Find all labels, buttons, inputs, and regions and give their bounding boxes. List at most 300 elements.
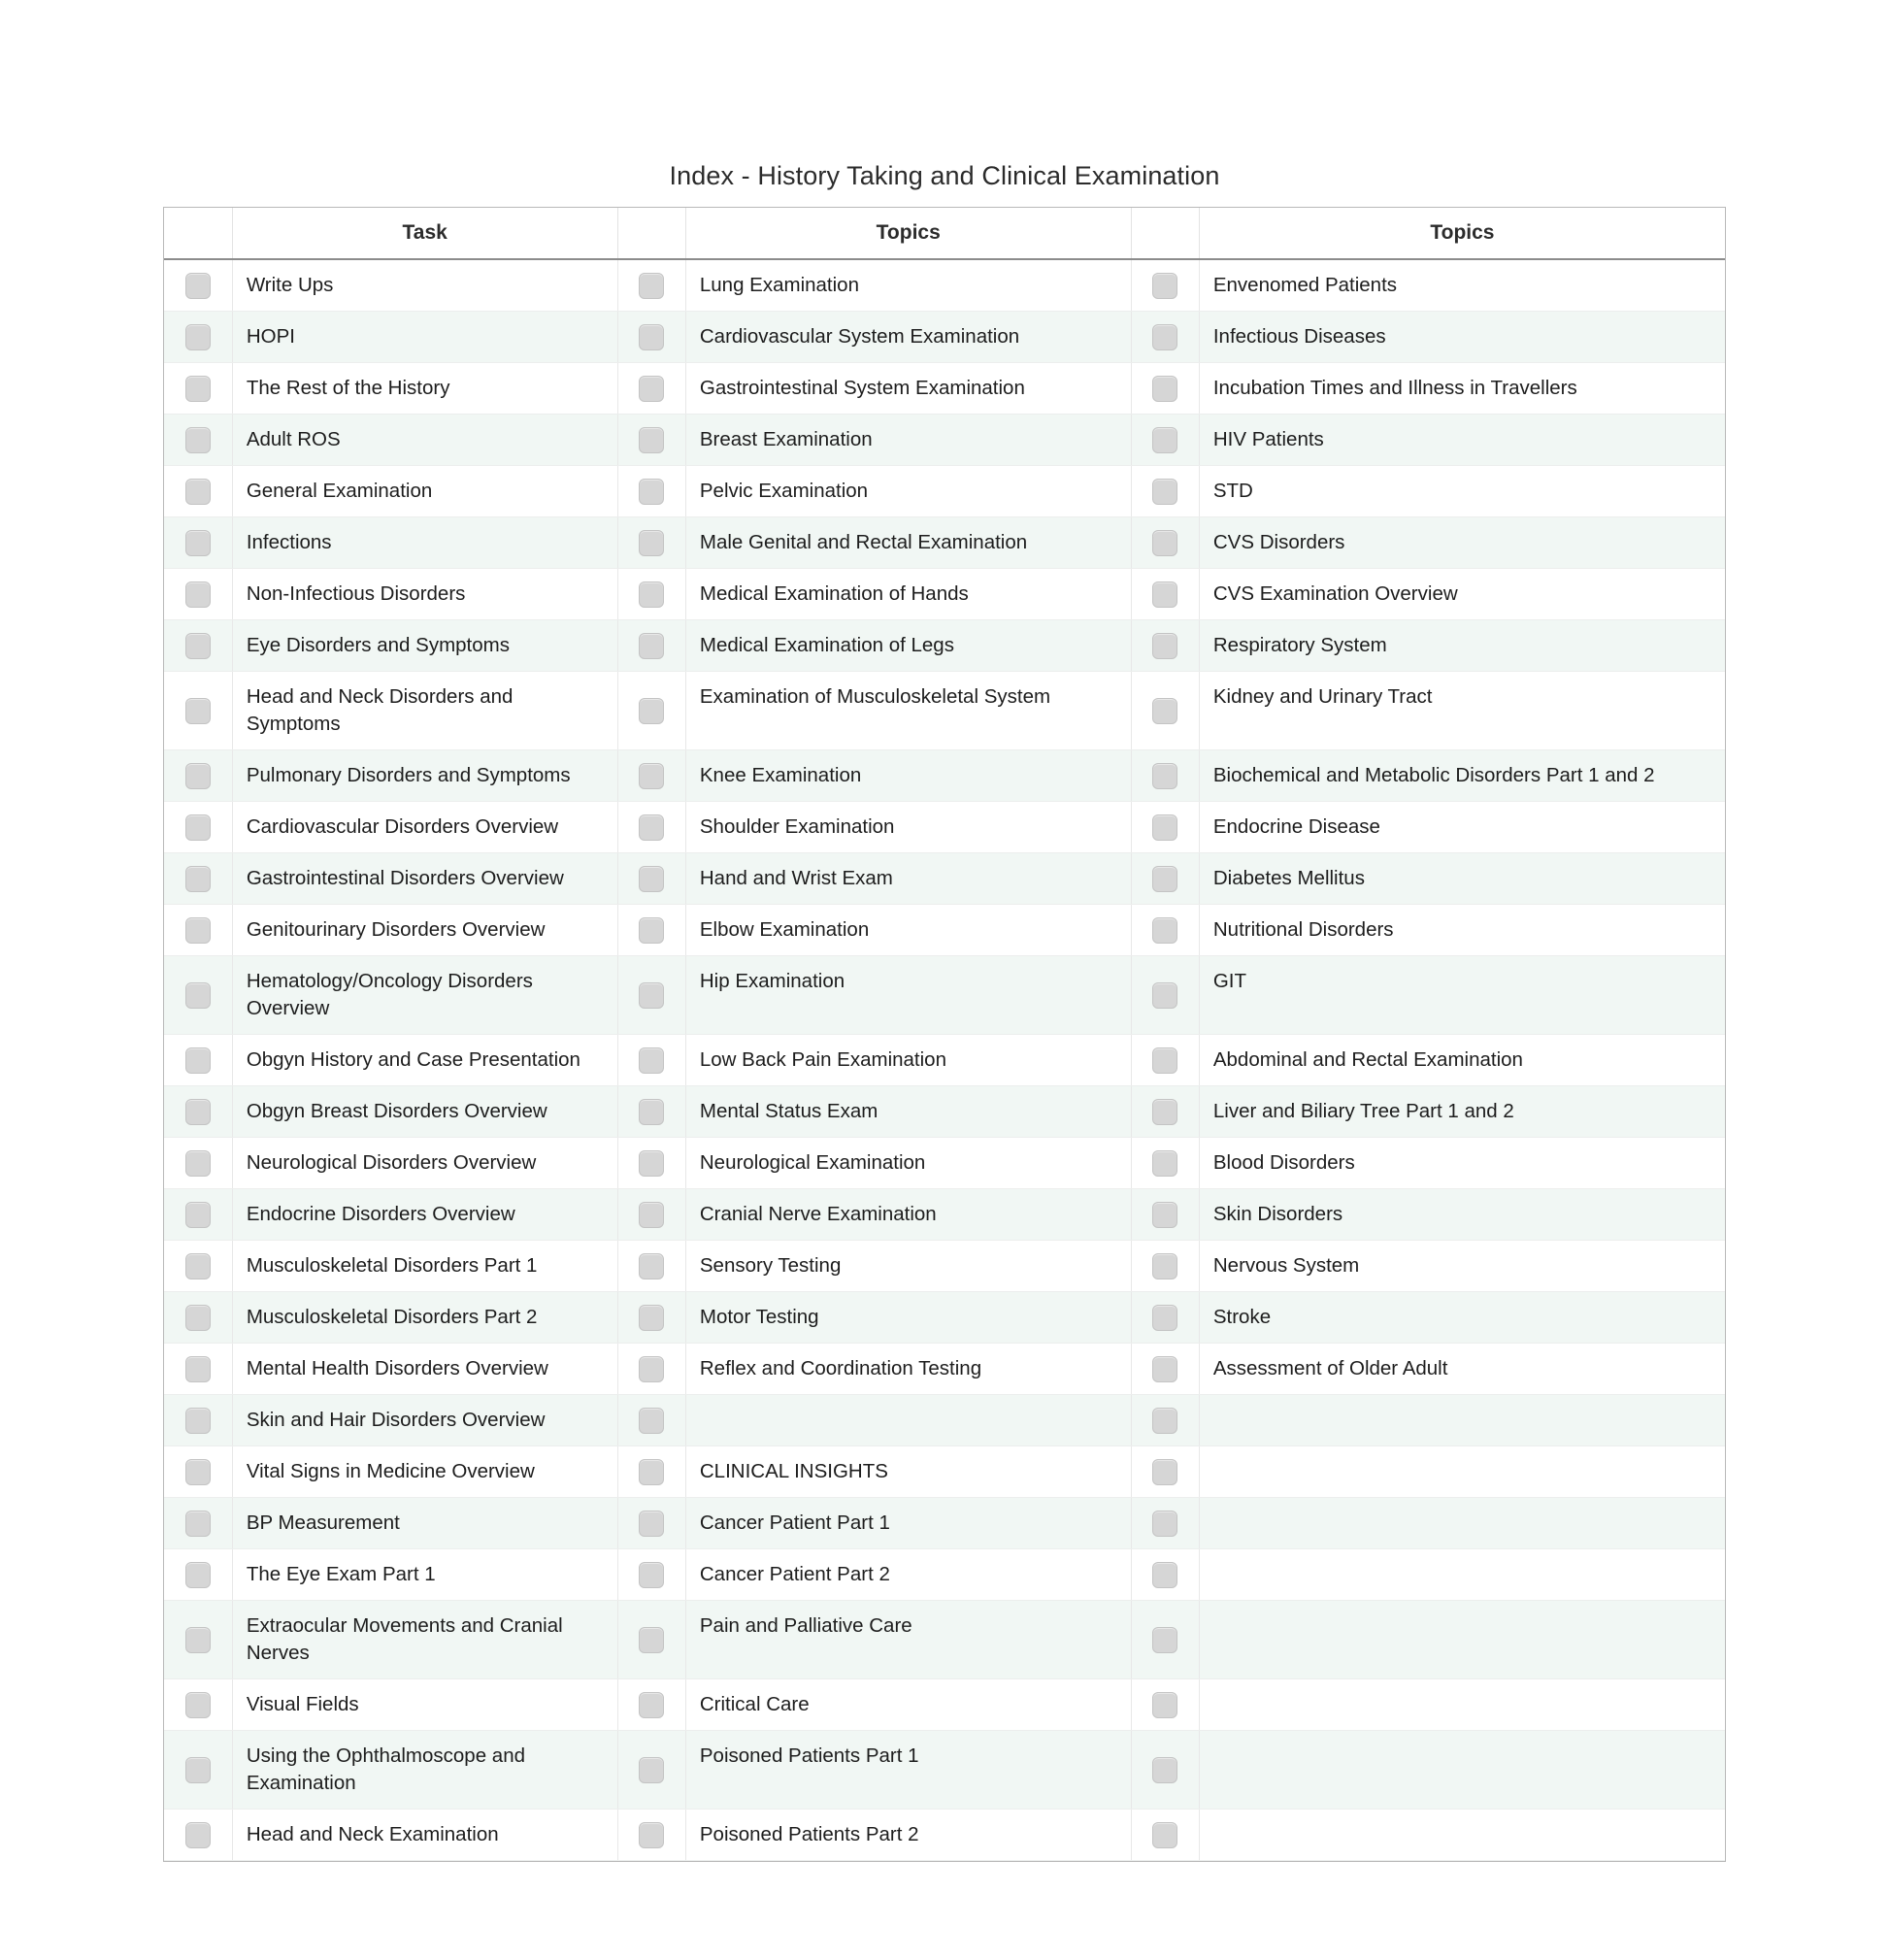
table-row — [164, 569, 1725, 620]
row-checkbox-topics-1-cell[interactable] — [617, 1731, 685, 1810]
checkbox-icon[interactable] — [639, 324, 664, 350]
row-checkbox-task-cell[interactable] — [164, 1446, 232, 1498]
cell-topics-1-label: Motor Testing — [699, 1306, 819, 1328]
checkbox-icon[interactable] — [639, 1459, 664, 1485]
checkbox-icon[interactable] — [185, 1627, 211, 1653]
row-checkbox-task-cell[interactable] — [164, 363, 232, 415]
checkbox-icon[interactable] — [1152, 1459, 1177, 1485]
cell-task-label: Extraocular Movements and Cranial Nerves — [246, 1614, 563, 1664]
checkbox-icon[interactable] — [1152, 427, 1177, 453]
checkbox-icon[interactable] — [185, 1150, 211, 1177]
cell-task-label: Vital Signs in Medicine Overview — [246, 1460, 535, 1482]
row-checkbox-task-cell[interactable] — [164, 1601, 232, 1679]
row-checkbox-topics-2-cell[interactable] — [1131, 1292, 1199, 1344]
row-checkbox-topics-1-cell[interactable] — [617, 853, 685, 905]
cell-task-label: The Eye Exam Part 1 — [246, 1563, 436, 1585]
checkbox-icon[interactable] — [639, 1511, 664, 1537]
cell-topics-1-label: Cancer Patient Part 2 — [699, 1563, 890, 1585]
table-row — [164, 1679, 1725, 1731]
row-checkbox-topics-1-cell[interactable] — [617, 1446, 685, 1498]
checkbox-icon[interactable] — [639, 917, 664, 944]
checkbox-icon[interactable] — [185, 1047, 211, 1074]
cell-topics-1 — [685, 415, 1131, 466]
row-checkbox-topics-1-cell[interactable] — [617, 415, 685, 466]
table-row — [164, 517, 1725, 569]
row-checkbox-topics-2-cell[interactable] — [1131, 750, 1199, 802]
table-row — [164, 1549, 1725, 1601]
row-checkbox-task-cell[interactable] — [164, 1549, 232, 1601]
table-header — [164, 208, 1725, 259]
checkbox-icon[interactable] — [185, 633, 211, 659]
row-checkbox-task-cell[interactable] — [164, 415, 232, 466]
row-checkbox-topics-2-cell[interactable] — [1131, 1241, 1199, 1292]
cell-topics-2 — [1199, 853, 1725, 905]
cell-topics-2-label: Nervous System — [1212, 1254, 1360, 1277]
checkbox-icon[interactable] — [639, 1150, 664, 1177]
checkbox-icon[interactable] — [639, 763, 664, 789]
row-checkbox-task-cell[interactable] — [164, 1810, 232, 1861]
row-checkbox-topics-1-cell[interactable] — [617, 1679, 685, 1731]
cell-task-label: Head and Neck Examination — [246, 1823, 499, 1845]
cell-topics-2 — [1199, 905, 1725, 956]
row-checkbox-topics-1-cell[interactable] — [617, 956, 685, 1035]
checkbox-icon[interactable] — [1152, 1692, 1177, 1718]
cell-task-label: Visual Fields — [246, 1693, 359, 1715]
row-checkbox-task-cell[interactable] — [164, 1035, 232, 1086]
table-row — [164, 312, 1725, 363]
row-checkbox-topics-1-cell[interactable] — [617, 802, 685, 853]
cell-topics-2 — [1199, 672, 1725, 750]
cell-topics-2-label: Liver and Biliary Tree Part 1 and 2 — [1212, 1100, 1514, 1122]
checkbox-icon[interactable] — [1152, 698, 1177, 724]
cell-topics-2 — [1199, 1086, 1725, 1138]
header-checkbox-topics-1 — [617, 208, 685, 259]
row-checkbox-topics-2-cell[interactable] — [1131, 1189, 1199, 1241]
checkbox-icon[interactable] — [639, 1757, 664, 1783]
table-row — [164, 750, 1725, 802]
cell-topics-2-label: Kidney and Urinary Tract — [1212, 685, 1433, 708]
checkbox-icon[interactable] — [1152, 917, 1177, 944]
row-checkbox-topics-1-cell[interactable] — [617, 1035, 685, 1086]
checkbox-icon[interactable] — [1152, 866, 1177, 892]
checkbox-icon[interactable] — [639, 982, 664, 1009]
cell-topics-1-label: Breast Examination — [699, 428, 873, 450]
checkbox-icon[interactable] — [1152, 479, 1177, 505]
cell-task-label: Head and Neck Disorders and Symptoms — [246, 685, 514, 735]
checkbox-icon[interactable] — [639, 427, 664, 453]
row-checkbox-topics-2-cell[interactable] — [1131, 1446, 1199, 1498]
table-row — [164, 1498, 1725, 1549]
row-checkbox-topics-2-cell[interactable] — [1131, 1395, 1199, 1446]
row-checkbox-task-cell[interactable] — [164, 750, 232, 802]
row-checkbox-task-cell[interactable] — [164, 466, 232, 517]
checkbox-icon[interactable] — [185, 982, 211, 1009]
cell-task-label: Gastrointestinal Disorders Overview — [246, 867, 564, 889]
row-checkbox-topics-1-cell[interactable] — [617, 1241, 685, 1292]
cell-task — [232, 1138, 617, 1189]
row-checkbox-topics-1-cell[interactable] — [617, 750, 685, 802]
cell-topics-2 — [1199, 802, 1725, 853]
checkbox-icon[interactable] — [1152, 982, 1177, 1009]
row-checkbox-topics-1-cell[interactable] — [617, 1344, 685, 1395]
row-checkbox-topics-1-cell[interactable] — [617, 363, 685, 415]
cell-task — [232, 1601, 617, 1679]
row-checkbox-topics-2-cell[interactable] — [1131, 1138, 1199, 1189]
table-body — [164, 259, 1725, 1861]
checkbox-icon[interactable] — [185, 479, 211, 505]
checkbox-icon[interactable] — [1152, 530, 1177, 556]
row-checkbox-topics-1-cell[interactable] — [617, 517, 685, 569]
cell-topics-1 — [685, 1601, 1131, 1679]
cell-topics-1 — [685, 1731, 1131, 1810]
cell-task — [232, 259, 617, 312]
checkbox-icon[interactable] — [185, 273, 211, 299]
checkbox-icon[interactable] — [185, 1202, 211, 1228]
cell-task-label: HOPI — [246, 325, 295, 348]
row-checkbox-topics-2-cell[interactable] — [1131, 620, 1199, 672]
cell-topics-2 — [1199, 1189, 1725, 1241]
checkbox-icon[interactable] — [185, 1408, 211, 1434]
cell-topics-2 — [1199, 1679, 1725, 1731]
checkbox-icon[interactable] — [639, 866, 664, 892]
cell-topics-1-label: Pain and Palliative Care — [699, 1614, 912, 1637]
row-checkbox-task-cell[interactable] — [164, 905, 232, 956]
checkbox-icon[interactable] — [639, 1305, 664, 1331]
row-checkbox-topics-1-cell[interactable] — [617, 620, 685, 672]
cell-topics-1 — [685, 620, 1131, 672]
checkbox-icon[interactable] — [185, 581, 211, 608]
row-checkbox-task-cell[interactable] — [164, 1241, 232, 1292]
cell-topics-2 — [1199, 956, 1725, 1035]
cell-topics-2-label: Blood Disorders — [1212, 1151, 1355, 1174]
cell-task — [232, 956, 617, 1035]
checkbox-icon[interactable] — [185, 530, 211, 556]
cell-topics-2-label: Envenomed Patients — [1212, 274, 1398, 296]
row-checkbox-topics-1-cell[interactable] — [617, 312, 685, 363]
row-checkbox-task-cell[interactable] — [164, 1498, 232, 1549]
table-row — [164, 1189, 1725, 1241]
cell-topics-2-label: CVS Disorders — [1212, 531, 1345, 553]
row-checkbox-topics-2-cell[interactable] — [1131, 363, 1199, 415]
row-checkbox-topics-1-cell[interactable] — [617, 905, 685, 956]
checkbox-icon[interactable] — [639, 1822, 664, 1848]
row-checkbox-topics-2-cell[interactable] — [1131, 802, 1199, 853]
cell-topics-1 — [685, 1810, 1131, 1861]
checkbox-icon[interactable] — [185, 1253, 211, 1279]
row-checkbox-topics-2-cell[interactable] — [1131, 1498, 1199, 1549]
checkbox-icon[interactable] — [639, 1047, 664, 1074]
row-checkbox-topics-2-cell[interactable] — [1131, 517, 1199, 569]
row-checkbox-topics-2-cell[interactable] — [1131, 569, 1199, 620]
checkbox-icon[interactable] — [185, 1692, 211, 1718]
table-row — [164, 259, 1725, 312]
row-checkbox-task-cell[interactable] — [164, 259, 232, 312]
checkbox-icon[interactable] — [1152, 1627, 1177, 1653]
row-checkbox-topics-2-cell[interactable] — [1131, 1344, 1199, 1395]
checkbox-icon[interactable] — [1152, 1150, 1177, 1177]
checkbox-icon[interactable] — [639, 1099, 664, 1125]
cell-topics-1-label: Medical Examination of Hands — [699, 582, 969, 605]
row-checkbox-topics-1-cell[interactable] — [617, 672, 685, 750]
cell-task-label: General Examination — [246, 480, 433, 502]
cell-task — [232, 1292, 617, 1344]
row-checkbox-topics-1-cell[interactable] — [617, 1138, 685, 1189]
cell-topics-1 — [685, 1498, 1131, 1549]
row-checkbox-task-cell[interactable] — [164, 517, 232, 569]
cell-topics-1 — [685, 1549, 1131, 1601]
cell-topics-2-label: STD — [1212, 480, 1253, 502]
table-row — [164, 1241, 1725, 1292]
checkbox-icon[interactable] — [185, 698, 211, 724]
checkbox-icon[interactable] — [185, 324, 211, 350]
cell-task — [232, 363, 617, 415]
cell-topics-2 — [1199, 1810, 1725, 1861]
row-checkbox-task-cell[interactable] — [164, 569, 232, 620]
row-checkbox-topics-2-cell[interactable] — [1131, 1679, 1199, 1731]
cell-topics-2 — [1199, 620, 1725, 672]
checkbox-icon[interactable] — [185, 1757, 211, 1783]
checkbox-icon[interactable] — [185, 1511, 211, 1537]
table-row — [164, 1810, 1725, 1861]
checkbox-icon[interactable] — [639, 698, 664, 724]
row-checkbox-topics-2-cell[interactable] — [1131, 1035, 1199, 1086]
row-checkbox-topics-2-cell[interactable] — [1131, 259, 1199, 312]
checkbox-icon[interactable] — [639, 1202, 664, 1228]
header-row — [164, 208, 1725, 259]
checkbox-icon[interactable] — [639, 814, 664, 841]
checkbox-icon[interactable] — [185, 1562, 211, 1588]
row-checkbox-topics-1-cell[interactable] — [617, 1498, 685, 1549]
cell-topics-1-label: Cancer Patient Part 1 — [699, 1512, 890, 1534]
table-row — [164, 363, 1725, 415]
cell-topics-2-label: HIV Patients — [1212, 428, 1324, 450]
cell-topics-2 — [1199, 1446, 1725, 1498]
checkbox-icon[interactable] — [639, 1253, 664, 1279]
cell-topics-1 — [685, 956, 1131, 1035]
checkbox-icon[interactable] — [1152, 273, 1177, 299]
cell-task — [232, 1731, 617, 1810]
checkbox-icon[interactable] — [1152, 1099, 1177, 1125]
row-checkbox-topics-1-cell[interactable] — [617, 1395, 685, 1446]
cell-topics-1 — [685, 1679, 1131, 1731]
cell-topics-2-label: Respiratory System — [1212, 634, 1387, 656]
row-checkbox-topics-2-cell[interactable] — [1131, 1810, 1199, 1861]
cell-task-label: Obgyn Breast Disorders Overview — [246, 1100, 547, 1122]
checkbox-icon[interactable] — [639, 1692, 664, 1718]
cell-topics-2-label: Skin Disorders — [1212, 1203, 1343, 1225]
cell-topics-2 — [1199, 1344, 1725, 1395]
cell-topics-1-label: Male Genital and Rectal Examination — [699, 531, 1028, 553]
row-checkbox-topics-1-cell[interactable] — [617, 1549, 685, 1601]
row-checkbox-task-cell[interactable] — [164, 1189, 232, 1241]
cell-topics-2 — [1199, 1138, 1725, 1189]
cell-topics-1 — [685, 466, 1131, 517]
row-checkbox-topics-2-cell[interactable] — [1131, 1549, 1199, 1601]
cell-task — [232, 905, 617, 956]
checkbox-icon[interactable] — [185, 917, 211, 944]
table-row — [164, 1731, 1725, 1810]
cell-topics-1 — [685, 1446, 1131, 1498]
checkbox-icon[interactable] — [1152, 581, 1177, 608]
checkbox-icon[interactable] — [185, 1822, 211, 1848]
row-checkbox-task-cell[interactable] — [164, 956, 232, 1035]
row-checkbox-topics-1-cell[interactable] — [617, 1601, 685, 1679]
row-checkbox-topics-2-cell[interactable] — [1131, 1731, 1199, 1810]
checkbox-icon[interactable] — [1152, 814, 1177, 841]
checkbox-icon[interactable] — [185, 866, 211, 892]
table-row — [164, 672, 1725, 750]
cell-topics-1 — [685, 853, 1131, 905]
cell-topics-1 — [685, 905, 1131, 956]
checkbox-icon[interactable] — [1152, 324, 1177, 350]
cell-topics-1 — [685, 750, 1131, 802]
row-checkbox-task-cell[interactable] — [164, 1292, 232, 1344]
checkbox-icon[interactable] — [1152, 1047, 1177, 1074]
cell-task-label: Adult ROS — [246, 428, 341, 450]
row-checkbox-task-cell[interactable] — [164, 1395, 232, 1446]
row-checkbox-topics-2-cell[interactable] — [1131, 1086, 1199, 1138]
cell-topics-1 — [685, 569, 1131, 620]
row-checkbox-task-cell[interactable] — [164, 1344, 232, 1395]
cell-topics-2 — [1199, 1601, 1725, 1679]
row-checkbox-topics-1-cell[interactable] — [617, 1086, 685, 1138]
checkbox-icon[interactable] — [185, 376, 211, 402]
row-checkbox-topics-2-cell[interactable] — [1131, 1601, 1199, 1679]
cell-topics-2-label: Nutritional Disorders — [1212, 918, 1394, 941]
checkbox-icon[interactable] — [185, 1459, 211, 1485]
checkbox-icon[interactable] — [639, 479, 664, 505]
row-checkbox-task-cell[interactable] — [164, 620, 232, 672]
index-table — [164, 208, 1725, 1861]
row-checkbox-topics-1-cell[interactable] — [617, 1189, 685, 1241]
checkbox-icon[interactable] — [639, 633, 664, 659]
checkbox-icon[interactable] — [1152, 1305, 1177, 1331]
cell-topics-2-label: Incubation Times and Illness in Travellers — [1212, 377, 1577, 399]
checkbox-icon[interactable] — [639, 1408, 664, 1434]
cell-topics-1 — [685, 259, 1131, 312]
cell-topics-1-label: Mental Status Exam — [699, 1100, 878, 1122]
cell-topics-1-label: Neurological Examination — [699, 1151, 926, 1174]
cell-topics-1-label: Elbow Examination — [699, 918, 870, 941]
checkbox-icon[interactable] — [1152, 1757, 1177, 1783]
checkbox-icon[interactable] — [1152, 1253, 1177, 1279]
cell-topics-1 — [685, 1344, 1131, 1395]
checkbox-icon[interactable] — [185, 763, 211, 789]
header-topics-2: Topics — [1199, 208, 1725, 259]
checkbox-icon[interactable] — [639, 376, 664, 402]
row-checkbox-topics-2-cell[interactable] — [1131, 672, 1199, 750]
row-checkbox-task-cell[interactable] — [164, 1679, 232, 1731]
checkbox-icon[interactable] — [639, 273, 664, 299]
table-row — [164, 1601, 1725, 1679]
checkbox-icon[interactable] — [1152, 1356, 1177, 1382]
cell-task-label: The Rest of the History — [246, 377, 450, 399]
cell-task — [232, 569, 617, 620]
cell-topics-1-label: Pelvic Examination — [699, 480, 869, 502]
cell-task-label: Hematology/Oncology Disorders Overview — [246, 970, 533, 1019]
cell-topics-1-label: CLINICAL INSIGHTS — [699, 1460, 888, 1482]
cell-task — [232, 1446, 617, 1498]
cell-topics-1-label: Cardiovascular System Examination — [699, 325, 1020, 348]
checkbox-icon[interactable] — [185, 814, 211, 841]
checkbox-icon[interactable] — [639, 581, 664, 608]
checkbox-icon[interactable] — [185, 1305, 211, 1331]
cell-task — [232, 1241, 617, 1292]
header-task: Task — [232, 208, 617, 259]
row-checkbox-topics-1-cell[interactable] — [617, 569, 685, 620]
cell-task-label: Endocrine Disorders Overview — [246, 1203, 515, 1225]
row-checkbox-task-cell[interactable] — [164, 853, 232, 905]
cell-task-label: Using the Ophthalmoscope and Examination — [246, 1744, 525, 1794]
cell-task-label: BP Measurement — [246, 1512, 400, 1534]
cell-task — [232, 1549, 617, 1601]
checkbox-icon[interactable] — [1152, 1202, 1177, 1228]
cell-task-label: Skin and Hair Disorders Overview — [246, 1409, 546, 1431]
cell-topics-2 — [1199, 259, 1725, 312]
row-checkbox-topics-2-cell[interactable] — [1131, 853, 1199, 905]
cell-topics-1-label: Knee Examination — [699, 764, 862, 786]
row-checkbox-topics-1-cell[interactable] — [617, 259, 685, 312]
checkbox-icon[interactable] — [1152, 376, 1177, 402]
cell-task — [232, 466, 617, 517]
checkbox-icon[interactable] — [639, 1356, 664, 1382]
cell-task — [232, 750, 617, 802]
cell-topics-2 — [1199, 312, 1725, 363]
row-checkbox-topics-1-cell[interactable] — [617, 1810, 685, 1861]
checkbox-icon[interactable] — [1152, 633, 1177, 659]
row-checkbox-task-cell[interactable] — [164, 672, 232, 750]
row-checkbox-topics-1-cell[interactable] — [617, 1292, 685, 1344]
cell-topics-1-label: Reflex and Coordination Testing — [699, 1357, 982, 1379]
cell-topics-1 — [685, 1138, 1131, 1189]
row-checkbox-task-cell[interactable] — [164, 1086, 232, 1138]
row-checkbox-topics-2-cell[interactable] — [1131, 312, 1199, 363]
row-checkbox-topics-2-cell[interactable] — [1131, 415, 1199, 466]
cell-task-label: Non-Infectious Disorders — [246, 582, 466, 605]
cell-task-label: Neurological Disorders Overview — [246, 1151, 537, 1174]
checkbox-icon[interactable] — [639, 1562, 664, 1588]
checkbox-icon[interactable] — [639, 530, 664, 556]
row-checkbox-task-cell[interactable] — [164, 1731, 232, 1810]
cell-topics-2-label: Assessment of Older Adult — [1212, 1357, 1448, 1379]
table-row — [164, 1035, 1725, 1086]
row-checkbox-task-cell[interactable] — [164, 1138, 232, 1189]
row-checkbox-task-cell[interactable] — [164, 312, 232, 363]
checkbox-icon[interactable] — [185, 1356, 211, 1382]
checkbox-icon[interactable] — [185, 1099, 211, 1125]
row-checkbox-topics-2-cell[interactable] — [1131, 466, 1199, 517]
cell-topics-2-label: Abdominal and Rectal Examination — [1212, 1048, 1523, 1071]
checkbox-icon[interactable] — [1152, 1408, 1177, 1434]
cell-task-label: Obgyn History and Case Presentation — [246, 1048, 580, 1071]
checkbox-icon[interactable] — [1152, 1822, 1177, 1848]
row-checkbox-topics-2-cell[interactable] — [1131, 905, 1199, 956]
header-topics-1: Topics — [685, 208, 1131, 259]
checkbox-icon[interactable] — [1152, 763, 1177, 789]
checkbox-icon[interactable] — [1152, 1562, 1177, 1588]
row-checkbox-topics-2-cell[interactable] — [1131, 956, 1199, 1035]
row-checkbox-task-cell[interactable] — [164, 802, 232, 853]
cell-topics-2 — [1199, 517, 1725, 569]
cell-task — [232, 1086, 617, 1138]
cell-task-label: Write Ups — [246, 274, 334, 296]
checkbox-icon[interactable] — [639, 1627, 664, 1653]
row-checkbox-topics-1-cell[interactable] — [617, 466, 685, 517]
checkbox-icon[interactable] — [185, 427, 211, 453]
checkbox-icon[interactable] — [1152, 1511, 1177, 1537]
cell-task-label: Eye Disorders and Symptoms — [246, 634, 510, 656]
cell-topics-1-label: Examination of Musculoskeletal System — [699, 685, 1051, 708]
